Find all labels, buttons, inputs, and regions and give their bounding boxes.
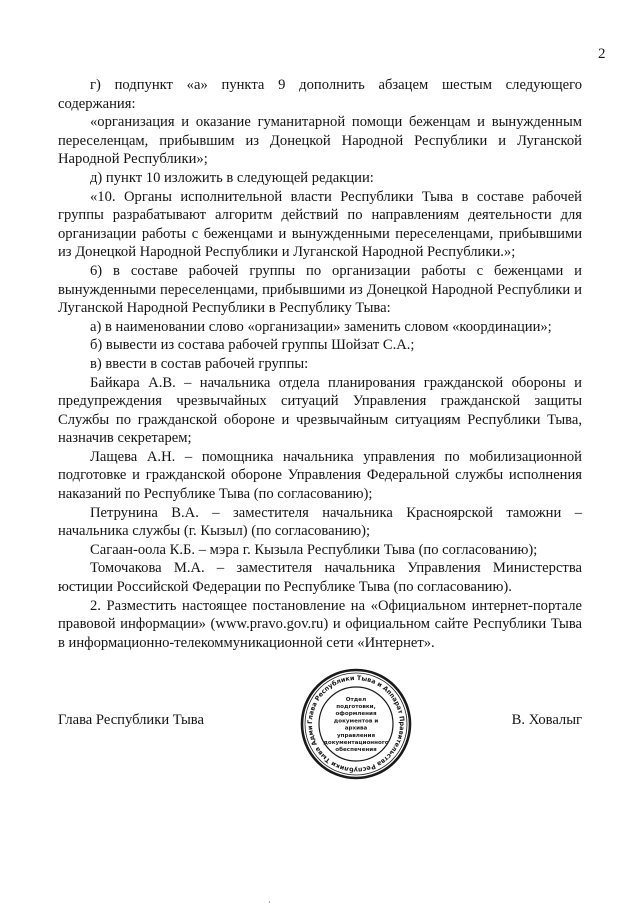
paragraph: «10. Органы исполнительной власти Республики Тыва в составе рабочей группы разрабатывают алгоритм действий по направлениям деятельности для организации работы с беженцами и вынужденными переселенцами, прибывшими из Донецкой Народной Республики и Луганской Народной Республики.»;: [58, 188, 582, 261]
paragraph: в) ввести в состав рабочей группы:: [90, 355, 309, 372]
paragraph: Лащева А.Н. – помощника начальника управления по мобилизационной подготовке и гражданской обороне Управления Федеральной службы исполнения наказаний по Республике Тыва (по согласованию);: [58, 448, 582, 503]
signatory-title: Глава Республики Тыва: [58, 712, 204, 728]
seal-center-line: архива: [344, 725, 368, 732]
official-seal: [299, 667, 413, 781]
seal-center-line: Отдел: [345, 696, 367, 703]
paragraph: 6) в составе рабочей группы по организации работы с беженцами и вынужденными переселенцами, прибывшими из Донецкой Народной Республики и Луганской Народной Республики в Республику Тыва:: [58, 262, 582, 317]
paragraph: 2. Разместить настоящее постановление на «Официальном интернет-портале правовой информации» (www.pravo.gov.ru) и официальном сайте Республики Тыва в информационно-телекоммуникационной сети «Интернет».: [58, 597, 582, 651]
seal-ring-text: Глава Республики Тыва и Аппарат Правительства Республики Тыва Адми: [305, 673, 407, 775]
seal-center-line: документов и: [333, 718, 379, 725]
paragraph: а) в наименовании слово «организации» заменить словом «координации»;: [90, 318, 552, 335]
stray-mark: ·: [268, 898, 271, 907]
seal-center-line: документационного: [323, 740, 389, 746]
document-body: [58, 76, 582, 652]
seal-graphic: [299, 667, 413, 781]
paragraph: Байкара А.В. – начальника отдела планирования гражданской обороны и предупреждения чрезвычайных ситуаций Управления гражданской защиты Службы по гражданской обороне и чрезвычайным ситуациям Республики Тыва, назначив секретарем;: [58, 374, 582, 447]
seal-center-line: оформления: [335, 711, 377, 718]
paragraph: г) подпункт «а» пункта 9 дополнить абзацем шестым следующего содержания:: [58, 77, 582, 112]
paragraph: Петрунина В.А. – заместителя начальника Красноярской таможни – начальника службы (г. Кызыл) (по согласованию);: [58, 504, 582, 540]
paragraph: д) пункт 10 изложить в следующей редакции:: [90, 169, 374, 186]
seal-center-line: подготовки,: [336, 704, 376, 710]
paragraph: «организация и оказание гуманитарной помощи беженцам и вынужденным переселенцам, прибывшим из Донецкой Народной Республики и Луганской Народной Республики»;: [58, 114, 582, 168]
seal-center-line: обеспечения: [335, 747, 377, 754]
page-number: 2: [598, 46, 606, 62]
paragraph: б) вывести из состава рабочей группы Шойзат С.А.;: [90, 337, 415, 354]
seal-center-line: управления: [336, 732, 376, 739]
paragraph: Томочакова М.А. – заместителя начальника Управления Министерства юстиции Российской Федерации по Республике Тыва (по согласованию).: [58, 560, 582, 596]
signatory-name: В. Ховалыг: [511, 712, 582, 728]
paragraph: Сагаан-оола К.Б. – мэра г. Кызыла Республики Тыва (по согласованию);: [90, 541, 538, 558]
seal-center-text: [323, 697, 388, 753]
